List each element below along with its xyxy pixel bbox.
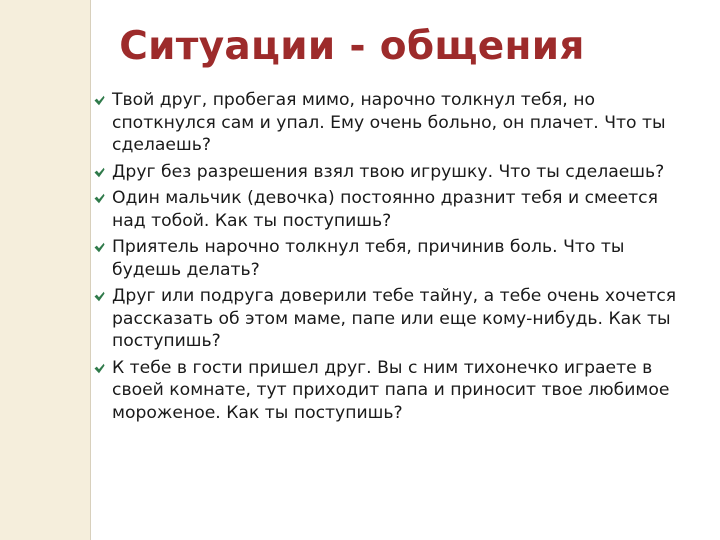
list-item: [94, 187, 694, 232]
list-item: [94, 285, 694, 353]
check-bullet-icon: [94, 193, 105, 204]
left-decorative-band: [0, 0, 90, 540]
check-bullet-icon: [94, 167, 105, 178]
check-bullet-icon: [94, 95, 105, 106]
list-item-text: Друг без разрешения взял твою игрушку. Что ты сделаешь?: [112, 161, 665, 182]
list-item-text: К тебе в гости пришел друг. Вы с ним тихонечко играете в своей комнате, тут приходит папа и приносит твое любимое мороженое. Как ты поступишь?: [112, 357, 670, 423]
list-item-text: Приятель нарочно толкнул тебя, причинив боль. Что ты будешь делать?: [112, 237, 625, 280]
check-bullet-icon: [94, 363, 105, 374]
check-bullet-icon: [94, 291, 105, 302]
list-item: [94, 89, 694, 157]
list-item: [94, 236, 694, 281]
list-item-text: Один мальчик (девочка) постоянно дразнит тебя и смеется над тобой. Как ты поступишь?: [112, 188, 658, 231]
list-item: [94, 161, 694, 184]
list-item: [94, 357, 694, 425]
vertical-divider: [90, 0, 91, 540]
check-bullet-icon: [94, 242, 105, 253]
slide-title: Ситуации - общения: [119, 24, 585, 69]
list-item-text: Друг или подруга доверили тебе тайну, а тебе очень хочется рассказать об этом маме, папе или еще кому-нибудь. Как ты поступишь?: [112, 286, 677, 351]
situations-list: [94, 89, 694, 428]
list-item-text: Твой друг, пробегая мимо, нарочно толкнул тебя, но споткнулся сам и упал. Ему очень больно, он плачет. Что ты сделаешь?: [112, 90, 666, 155]
